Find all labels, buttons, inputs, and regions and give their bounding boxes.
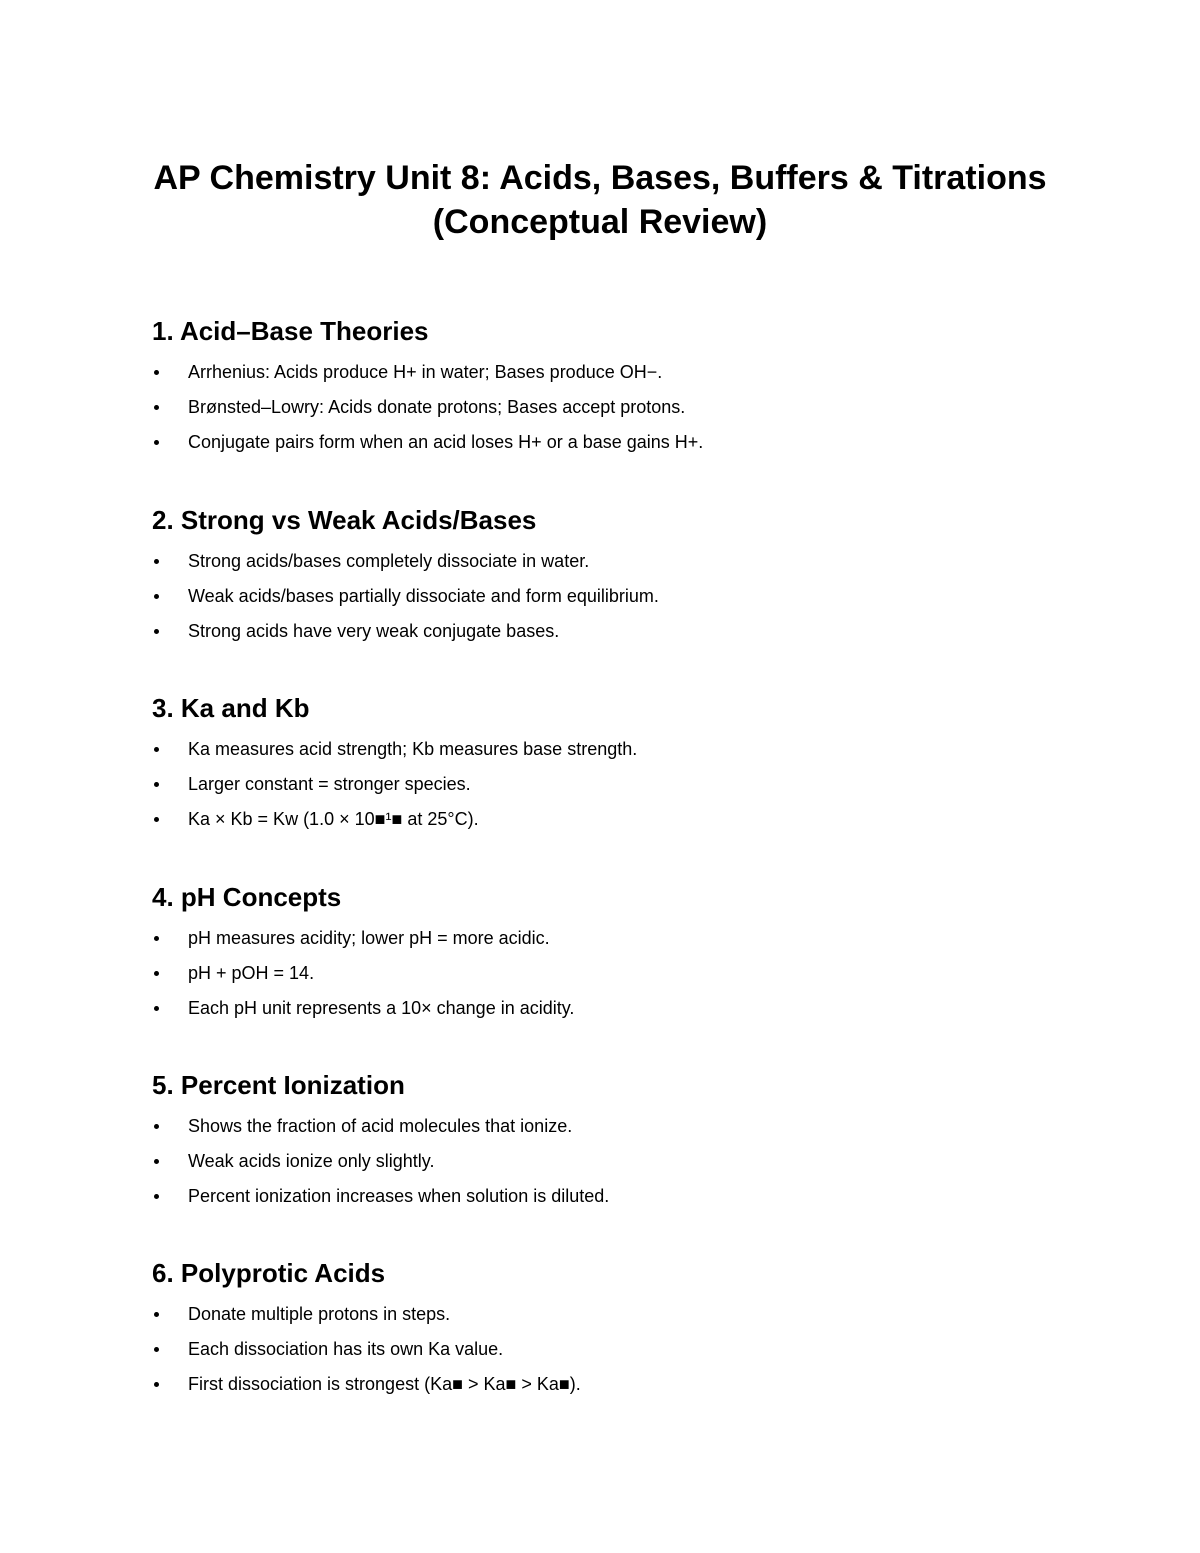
bullet-icon <box>154 1159 159 1164</box>
bullet-icon <box>154 1194 159 1199</box>
list-item <box>152 425 1052 460</box>
section-heading: 2. Strong vs Weak Acids/Bases <box>152 505 537 535</box>
section-percent-ionization <box>152 1068 1052 1214</box>
list-item <box>152 802 1052 837</box>
bullet-icon <box>154 1312 159 1317</box>
list-item-text: Weak acids ionize only slightly. <box>188 1151 435 1171</box>
list-item <box>152 355 1052 390</box>
list-item <box>152 1367 1052 1402</box>
bullet-icon <box>154 629 159 634</box>
list-item <box>152 1144 1052 1179</box>
list-item-text: Strong acids/bases completely dissociate in water. <box>188 551 590 571</box>
list-item <box>152 1179 1052 1214</box>
list-item-text: Larger constant = stronger species. <box>188 774 471 794</box>
list-item-text: Ka × Kb = Kw (1.0 × 10■¹■ at 25°C). <box>188 809 479 829</box>
bullet-icon <box>154 971 159 976</box>
bullet-icon <box>154 747 159 752</box>
bullet-icon <box>154 594 159 599</box>
list-item-text: pH + pOH = 14. <box>188 963 315 983</box>
list-item <box>152 767 1052 802</box>
list-item-text: Percent ionization increases when solution is diluted. <box>188 1186 610 1206</box>
list-item-text: Arrhenius: Acids produce H+ in water; Bases produce OH−. <box>188 362 663 382</box>
bullet-icon <box>154 440 159 445</box>
bullet-icon <box>154 782 159 787</box>
list-item <box>152 956 1052 991</box>
section-ph-concepts <box>152 880 1052 1026</box>
list-item <box>152 390 1052 425</box>
section-heading: 5. Percent Ionization <box>152 1070 405 1100</box>
bullet-list <box>152 544 1052 649</box>
bullet-icon <box>154 1124 159 1129</box>
list-item-text: Each dissociation has its own Ka value. <box>188 1339 504 1359</box>
bullet-icon <box>154 559 159 564</box>
document-title: AP Chemistry Unit 8: Acids, Bases, Buffers & Titrations (Conceptual Review) <box>153 159 1047 241</box>
bullet-icon <box>154 1347 159 1352</box>
section-heading: 3. Ka and Kb <box>152 693 310 723</box>
list-item-text: Brønsted–Lowry: Acids donate protons; Bases accept protons. <box>188 397 686 417</box>
section-heading: 1. Acid–Base Theories <box>152 316 429 346</box>
list-item <box>152 579 1052 614</box>
list-item <box>152 1297 1052 1332</box>
bullet-list <box>152 1297 1052 1402</box>
section-heading: 6. Polyprotic Acids <box>152 1258 386 1288</box>
section-ka-and-kb <box>152 691 1052 837</box>
section-polyprotic-acids <box>152 1256 1052 1402</box>
bullet-list <box>152 732 1052 837</box>
bullet-icon <box>154 817 159 822</box>
bullet-icon <box>154 936 159 941</box>
bullet-icon <box>154 405 159 410</box>
list-item-text: Weak acids/bases partially dissociate and form equilibrium. <box>188 586 659 606</box>
list-item <box>152 1332 1052 1367</box>
list-item-text: Each pH unit represents a 10× change in acidity. <box>188 998 575 1018</box>
list-item <box>152 921 1052 956</box>
bullet-icon <box>154 370 159 375</box>
list-item-text: First dissociation is strongest (Ka■ > Ka■ > Ka■). <box>188 1374 581 1394</box>
list-item-text: Strong acids have very weak conjugate bases. <box>188 621 560 641</box>
list-item-text: Donate multiple protons in steps. <box>188 1304 451 1324</box>
list-item <box>152 614 1052 649</box>
bullet-icon <box>154 1382 159 1387</box>
bullet-icon <box>154 1006 159 1011</box>
list-item-text: pH measures acidity; lower pH = more acidic. <box>188 928 550 948</box>
list-item-text: Shows the fraction of acid molecules that ionize. <box>188 1116 573 1136</box>
bullet-list <box>152 355 1052 460</box>
bullet-list <box>152 1109 1052 1214</box>
list-item <box>152 1109 1052 1144</box>
section-heading: 4. pH Concepts <box>152 882 342 912</box>
bullet-list <box>152 921 1052 1026</box>
list-item <box>152 544 1052 579</box>
list-item-text: Ka measures acid strength; Kb measures base strength. <box>188 739 638 759</box>
list-item <box>152 732 1052 767</box>
section-acid-base-theories <box>152 314 1052 460</box>
list-item-text: Conjugate pairs form when an acid loses H+ or a base gains H+. <box>188 432 704 452</box>
section-strong-vs-weak <box>152 503 1052 649</box>
list-item <box>152 991 1052 1026</box>
